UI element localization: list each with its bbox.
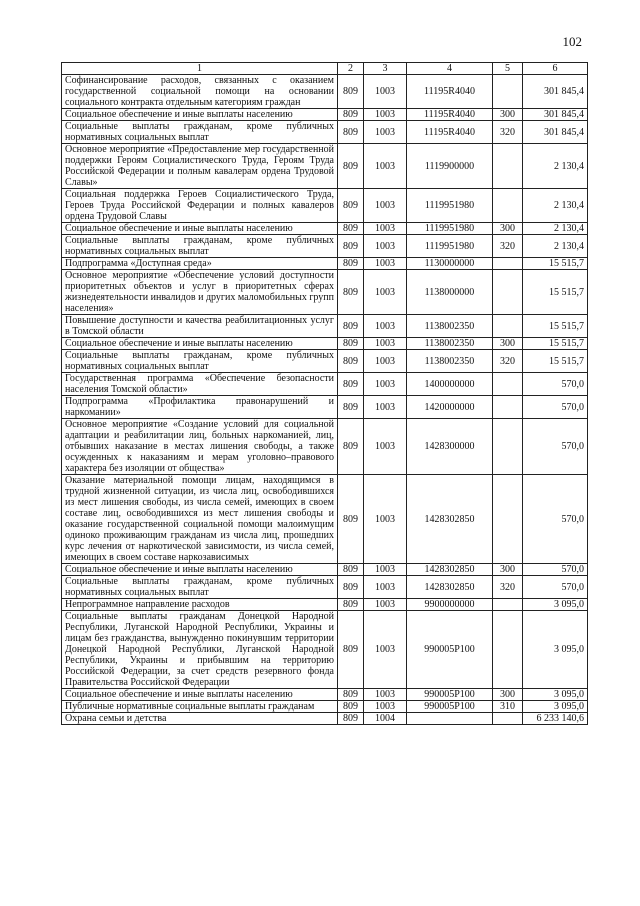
row-expense-type: 300 — [493, 109, 523, 121]
row-name: Социальное обеспечение и иные выплаты населению — [62, 689, 338, 701]
row-name: Софинансирование расходов, связанных с оказанием государственной социальной помощи на основании социального контракта отдельным категориям граждан — [62, 75, 338, 109]
header-col-5: 5 — [493, 63, 523, 75]
row-amount: 570,0 — [523, 576, 588, 599]
row-section-code: 1003 — [364, 235, 407, 258]
row-section-code: 1003 — [364, 576, 407, 599]
row-expense-type — [493, 373, 523, 396]
row-amount: 2 130,4 — [523, 223, 588, 235]
row-section-code: 1003 — [364, 258, 407, 270]
row-expense-type: 300 — [493, 564, 523, 576]
row-name: Государственная программа «Обеспечение безопасности населения Томской области» — [62, 373, 338, 396]
table-row — [62, 396, 588, 419]
table-row — [62, 144, 588, 189]
row-target-code: 990005P100 — [407, 611, 493, 689]
row-section-code: 1003 — [364, 689, 407, 701]
row-expense-type: 300 — [493, 689, 523, 701]
row-target-code: 1138002350 — [407, 315, 493, 338]
row-section-code: 1003 — [364, 564, 407, 576]
row-target-code: 1119951980 — [407, 235, 493, 258]
row-grbs-code: 809 — [338, 713, 364, 725]
row-grbs-code: 809 — [338, 373, 364, 396]
row-amount: 15 515,7 — [523, 350, 588, 373]
row-target-code: 1400000000 — [407, 373, 493, 396]
row-name: Подпрограмма «Доступная среда» — [62, 258, 338, 270]
row-target-code: 1119951980 — [407, 189, 493, 223]
row-name: Социальные выплаты гражданам, кроме публичных нормативных социальных выплат — [62, 121, 338, 144]
row-name: Социальное обеспечение и иные выплаты населению — [62, 338, 338, 350]
row-grbs-code: 809 — [338, 189, 364, 223]
row-amount: 3 095,0 — [523, 611, 588, 689]
row-section-code: 1003 — [364, 701, 407, 713]
table-row — [62, 350, 588, 373]
row-target-code: 1428302850 — [407, 576, 493, 599]
row-target-code: 1428302850 — [407, 564, 493, 576]
row-grbs-code: 809 — [338, 121, 364, 144]
table-row — [62, 258, 588, 270]
table-row — [62, 475, 588, 564]
row-section-code: 1003 — [364, 109, 407, 121]
row-name: Подпрограмма «Профилактика правонарушений и наркомании» — [62, 396, 338, 419]
row-expense-type: 320 — [493, 576, 523, 599]
row-expense-type: 320 — [493, 235, 523, 258]
table-row — [62, 564, 588, 576]
row-amount: 570,0 — [523, 564, 588, 576]
row-target-code: 1138002350 — [407, 350, 493, 373]
row-target-code: 11195R4040 — [407, 121, 493, 144]
row-amount: 3 095,0 — [523, 701, 588, 713]
row-expense-type — [493, 315, 523, 338]
row-name: Охрана семьи и детства — [62, 713, 338, 725]
row-expense-type — [493, 270, 523, 315]
row-section-code: 1003 — [364, 315, 407, 338]
row-section-code: 1003 — [364, 338, 407, 350]
row-amount: 570,0 — [523, 419, 588, 475]
table-row — [62, 338, 588, 350]
row-expense-type — [493, 713, 523, 725]
row-amount: 2 130,4 — [523, 189, 588, 223]
table-row — [62, 701, 588, 713]
row-target-code: 990005P100 — [407, 701, 493, 713]
budget-table — [61, 62, 588, 725]
row-target-code: 1420000000 — [407, 396, 493, 419]
page-number: 102 — [562, 34, 582, 49]
row-amount: 15 515,7 — [523, 258, 588, 270]
row-amount: 570,0 — [523, 373, 588, 396]
table-row — [62, 315, 588, 338]
row-target-code: 1138002350 — [407, 338, 493, 350]
table-row — [62, 235, 588, 258]
row-amount: 15 515,7 — [523, 270, 588, 315]
table-row — [62, 373, 588, 396]
row-name: Социальная поддержка Героев Социалистического Труда, Героев Труда Российской Федерации и полных кавалеров ордена Трудовой Славы — [62, 189, 338, 223]
row-name: Основное мероприятие «Предоставление мер государственной поддержки Героям Социалистического Труда, Героям Труда Российской Федерации и полным кавалерам ордена Трудовой Славы» — [62, 144, 338, 189]
row-name: Социальные выплаты гражданам Донецкой Народной Республики, Луганской Народной Республики, Украины и лицам без гражданства, вынужденно покинувшим территории Донецкой Народной Республики, Луганской Народной Республики, Украины и прибывшим на территорию Российской Федерации, за счет средств резервного фонда Правительства Российской Федерации — [62, 611, 338, 689]
row-expense-type: 300 — [493, 338, 523, 350]
row-name: Непрограммное направление расходов — [62, 599, 338, 611]
row-target-code: 9900000000 — [407, 599, 493, 611]
row-section-code: 1003 — [364, 475, 407, 564]
row-expense-type — [493, 396, 523, 419]
row-section-code: 1003 — [364, 75, 407, 109]
row-target-code: 11195R4040 — [407, 75, 493, 109]
row-expense-type — [493, 419, 523, 475]
row-section-code: 1003 — [364, 189, 407, 223]
row-grbs-code: 809 — [338, 475, 364, 564]
row-amount: 3 095,0 — [523, 689, 588, 701]
table-row — [62, 611, 588, 689]
row-target-code: 1428302850 — [407, 475, 493, 564]
header-col-6: 6 — [523, 63, 588, 75]
row-grbs-code: 809 — [338, 396, 364, 419]
row-grbs-code: 809 — [338, 350, 364, 373]
row-section-code: 1003 — [364, 350, 407, 373]
table-body — [62, 63, 588, 725]
row-name: Публичные нормативные социальные выплаты гражданам — [62, 701, 338, 713]
row-grbs-code: 809 — [338, 258, 364, 270]
row-grbs-code: 809 — [338, 144, 364, 189]
row-grbs-code: 809 — [338, 338, 364, 350]
row-target-code: 1119951980 — [407, 223, 493, 235]
row-expense-type — [493, 144, 523, 189]
row-expense-type: 300 — [493, 223, 523, 235]
row-section-code: 1003 — [364, 599, 407, 611]
table-row — [62, 689, 588, 701]
row-expense-type — [493, 189, 523, 223]
row-grbs-code: 809 — [338, 599, 364, 611]
row-name: Основное мероприятие «Создание условий для социальной адаптации и реабилитации лиц, больных наркоманией, лиц, отбывших наказание в местах лишения свободы, а также осужденных к наказаниям и мерам уголовно–правового характера без изоляции от общества» — [62, 419, 338, 475]
row-grbs-code: 809 — [338, 75, 364, 109]
row-grbs-code: 809 — [338, 689, 364, 701]
row-expense-type — [493, 611, 523, 689]
header-col-2: 2 — [338, 63, 364, 75]
row-section-code: 1004 — [364, 713, 407, 725]
row-expense-type — [493, 75, 523, 109]
row-amount: 301 845,4 — [523, 109, 588, 121]
table-row — [62, 419, 588, 475]
row-grbs-code: 809 — [338, 701, 364, 713]
row-target-code: 1428300000 — [407, 419, 493, 475]
row-expense-type — [493, 475, 523, 564]
row-section-code: 1003 — [364, 121, 407, 144]
table-row — [62, 576, 588, 599]
table-row — [62, 75, 588, 109]
row-amount: 15 515,7 — [523, 338, 588, 350]
row-expense-type — [493, 599, 523, 611]
row-grbs-code: 809 — [338, 223, 364, 235]
table-row — [62, 189, 588, 223]
header-row — [62, 63, 588, 75]
row-grbs-code: 809 — [338, 109, 364, 121]
table-row — [62, 599, 588, 611]
row-expense-type: 320 — [493, 121, 523, 144]
row-amount: 6 233 140,6 — [523, 713, 588, 725]
row-amount: 570,0 — [523, 475, 588, 564]
row-amount: 570,0 — [523, 396, 588, 419]
row-section-code: 1003 — [364, 419, 407, 475]
row-target-code: 1119900000 — [407, 144, 493, 189]
row-name: Социальное обеспечение и иные выплаты населению — [62, 109, 338, 121]
header-col-1: 1 — [62, 63, 338, 75]
table-row — [62, 713, 588, 725]
row-grbs-code: 809 — [338, 315, 364, 338]
row-target-code: 1130000000 — [407, 258, 493, 270]
table-row — [62, 270, 588, 315]
row-name: Социальные выплаты гражданам, кроме публичных нормативных социальных выплат — [62, 350, 338, 373]
row-name: Социальные выплаты гражданам, кроме публичных нормативных социальных выплат — [62, 576, 338, 599]
row-target-code: 1138000000 — [407, 270, 493, 315]
table-row — [62, 109, 588, 121]
row-grbs-code: 809 — [338, 235, 364, 258]
row-target-code: 990005P100 — [407, 689, 493, 701]
row-amount: 2 130,4 — [523, 235, 588, 258]
row-name: Социальное обеспечение и иные выплаты населению — [62, 564, 338, 576]
row-expense-type — [493, 258, 523, 270]
row-section-code: 1003 — [364, 223, 407, 235]
row-grbs-code: 809 — [338, 564, 364, 576]
row-section-code: 1003 — [364, 373, 407, 396]
row-grbs-code: 809 — [338, 576, 364, 599]
row-target-code: 11195R4040 — [407, 109, 493, 121]
row-expense-type: 320 — [493, 350, 523, 373]
row-grbs-code: 809 — [338, 270, 364, 315]
row-section-code: 1003 — [364, 144, 407, 189]
row-name: Оказание материальной помощи лицам, находящимся в трудной жизненной ситуации, из числа лиц, освободившихся из мест лишения свободы, из числа семей, имеющих в своем составе лиц, освободившихся из мест лишения свободы и оказание государственной социальной помощи малоимущим одиноко проживающим гражданам из числа лиц, прошедших курс лечения от наркотической зависимости, из числа семей, имеющих в своем составе наркозависимых — [62, 475, 338, 564]
row-name: Основное мероприятие «Обеспечение условий доступности приоритетных объектов и услуг в приоритетных сферах жизнедеятельности инвалидов и других маломобильных групп населения» — [62, 270, 338, 315]
header-col-4: 4 — [407, 63, 493, 75]
row-target-code — [407, 713, 493, 725]
table-row — [62, 223, 588, 235]
row-name: Повышение доступности и качества реабилитационных услуг в Томской области — [62, 315, 338, 338]
row-amount: 15 515,7 — [523, 315, 588, 338]
header-col-3: 3 — [364, 63, 407, 75]
row-amount: 3 095,0 — [523, 599, 588, 611]
row-section-code: 1003 — [364, 396, 407, 419]
row-name: Социальное обеспечение и иные выплаты населению — [62, 223, 338, 235]
row-amount: 301 845,4 — [523, 121, 588, 144]
row-section-code: 1003 — [364, 270, 407, 315]
row-section-code: 1003 — [364, 611, 407, 689]
row-grbs-code: 809 — [338, 611, 364, 689]
table-row — [62, 121, 588, 144]
row-grbs-code: 809 — [338, 419, 364, 475]
row-amount: 301 845,4 — [523, 75, 588, 109]
row-expense-type: 310 — [493, 701, 523, 713]
row-name: Социальные выплаты гражданам, кроме публичных нормативных социальных выплат — [62, 235, 338, 258]
row-amount: 2 130,4 — [523, 144, 588, 189]
